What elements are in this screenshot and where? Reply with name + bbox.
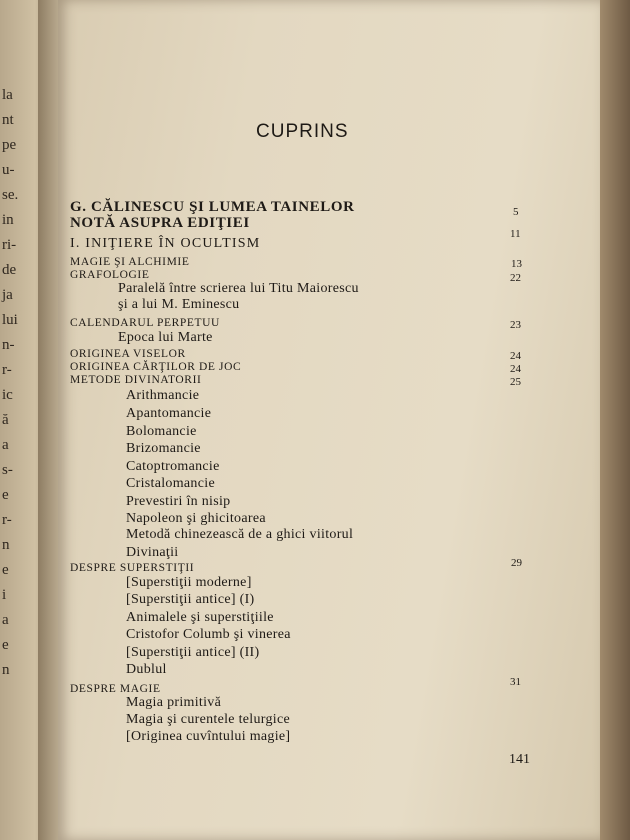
toc-entry: [Superstiţii antice] (II) (126, 645, 260, 660)
toc-entry: Animalele şi superstiţiile (126, 610, 274, 625)
left-page-fragment: n (2, 662, 10, 678)
toc-page: 29 (511, 557, 522, 569)
toc-entry: Bolomancie (126, 424, 197, 439)
toc-entry: [Originea cuvîntului magie] (126, 729, 291, 744)
toc-entry: Cristofor Columb şi vinerea (126, 627, 291, 642)
toc-entry: Prevestiri în nisip (126, 494, 231, 509)
toc-entry: Magia primitivă (126, 695, 222, 710)
toc-page: 5 (513, 206, 519, 218)
toc-entry: Magia şi curentele telurgice (126, 712, 291, 727)
left-page-fragment: se. (2, 187, 19, 203)
toc-entry: ORIGINEA VISELOR (70, 348, 186, 360)
toc-entry: Catoptromancie (126, 459, 220, 474)
toc-entry: şi a lui M. Eminescu (118, 297, 240, 312)
toc-entry: Napoleon şi ghicitoarea (126, 511, 266, 526)
left-page-fragment: r- (2, 512, 12, 528)
toc-entry: Paralelă între scrierea lui Titu Maiorescu (118, 281, 359, 296)
toc-page: 23 (510, 319, 521, 331)
toc-entry: Divinaţii (126, 545, 179, 560)
toc-page: 22 (510, 272, 521, 284)
toc-entry: Cristalomancie (126, 476, 215, 491)
toc-page: 24 (510, 350, 521, 362)
left-page-fragment: n (2, 537, 10, 553)
toc-entry: CALENDARUL PERPETUU (70, 317, 220, 329)
toc-entry: Brizomancie (126, 441, 201, 456)
left-page-fragment: e (2, 562, 9, 578)
toc-entry: Arithmancie (126, 388, 200, 403)
toc-entry: [Superstiţii moderne] (126, 575, 252, 590)
toc-page: 24 (510, 363, 521, 375)
toc-page: 31 (510, 676, 521, 688)
toc-entry: ORIGINEA CĂRŢILOR DE JOC (70, 361, 242, 373)
toc-entry: NOTĂ ASUPRA EDIŢIEI (70, 215, 250, 231)
left-page-fragment: n- (2, 337, 15, 353)
toc-entry: I. INIŢIERE ÎN OCULTISM (70, 236, 261, 251)
toc-entry: Metodă chinezească de a ghici viitorul (126, 527, 354, 542)
toc-page: 25 (510, 376, 521, 388)
toc-entry: [Superstiţii antice] (I) (126, 592, 255, 607)
left-page-fragment: ă (2, 412, 9, 428)
toc-entry: Epoca lui Marte (118, 330, 213, 345)
toc-entry: Dublul (126, 662, 167, 677)
left-page-fragment: lui (2, 312, 18, 328)
toc-entry: DESPRE MAGIE (70, 683, 161, 695)
left-page-fragment: la (2, 87, 13, 103)
left-page-fragment: s- (2, 462, 13, 478)
toc-page: 13 (511, 258, 522, 270)
toc-entry: DESPRE SUPERSTIŢII (70, 562, 195, 574)
page-heading: CUPRINS (256, 121, 349, 142)
left-page-fragment: a (2, 612, 9, 628)
toc-entry: METODE DIVINATORII (70, 374, 202, 386)
left-page-fragment: ic (2, 387, 13, 403)
toc-page: 11 (510, 228, 521, 240)
left-page-fragment: i (2, 587, 7, 603)
left-page-fragment: e (2, 637, 9, 653)
left-page-fragment: r- (2, 362, 12, 378)
page-number: 141 (509, 752, 530, 767)
left-page-fragment: nt (2, 112, 14, 128)
left-page-fragment: pe (2, 137, 17, 153)
toc-entry: Apantomancie (126, 406, 212, 421)
left-page-fragment: e (2, 487, 9, 503)
left-page-fragment: ja (2, 287, 13, 303)
left-page-fragment: a (2, 437, 9, 453)
left-page-fragment: de (2, 262, 17, 278)
left-page-fragment: ri- (2, 237, 17, 253)
toc-entry: G. CĂLINESCU ŞI LUMEA TAINELOR (70, 199, 355, 215)
left-page-fragment: in (2, 212, 14, 228)
left-page-fragment: u- (2, 162, 15, 178)
toc-entry: GRAFOLOGIE (70, 269, 150, 281)
toc-entry: MAGIE ŞI ALCHIMIE (70, 256, 190, 268)
